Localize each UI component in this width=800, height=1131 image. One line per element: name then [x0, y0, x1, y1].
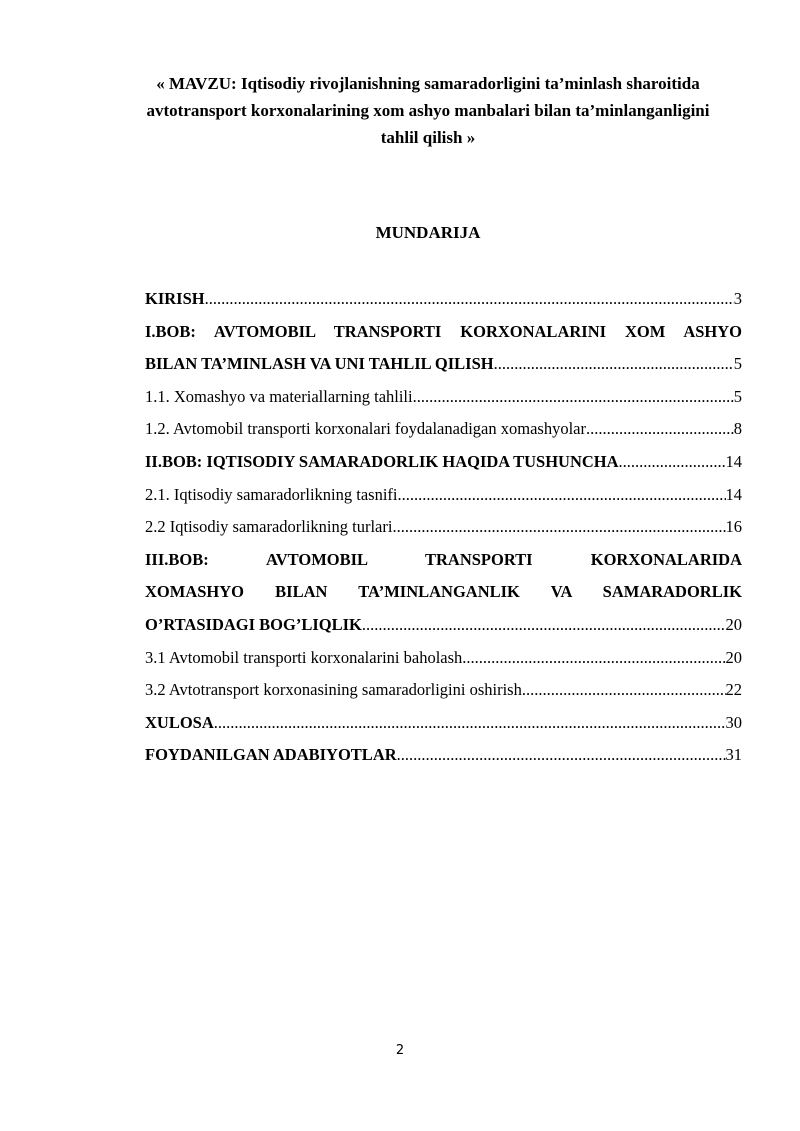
toc-entry-text: 2.2 Iqtisodiy samaradorlikning turlari [145, 517, 393, 537]
toc-page-number: 8 [733, 419, 742, 439]
toc-entry-2-2[interactable] [145, 511, 742, 544]
toc-entry-text: XULOSA [145, 712, 214, 732]
toc-entry-bob2[interactable] [145, 446, 742, 479]
toc-page-number: 30 [725, 712, 742, 732]
toc-leader-dots [214, 707, 726, 740]
toc-entry-text: I.BOB: AVTOMOBIL TRANSPORTI KORXONALARINI XOM ASHYO [145, 321, 742, 341]
toc-entry-kirish[interactable] [145, 283, 742, 316]
page-number: 2 [395, 1043, 405, 1058]
toc-entry-text: 3.2 Avtotransport korxonasining samaradorligini oshirish [145, 680, 522, 700]
toc-entry-text: KIRISH [145, 289, 205, 308]
toc-entry-text: XOMASHYO BILAN TA’MINLANGANLIK VA SAMARADORLIK [145, 582, 742, 602]
title-line-2: avtotransport korxonalarining xom ashyo manbalari bilan ta’minlanganligini [146, 101, 710, 120]
toc-leader-dots [586, 413, 734, 446]
toc-leader-dots [362, 609, 726, 642]
toc-page-number: 16 [725, 517, 742, 537]
toc-page-number: 20 [725, 614, 742, 634]
toc-leader-dots [522, 674, 726, 707]
toc-leader-dots [392, 511, 725, 544]
toc-page-number: 20 [725, 647, 742, 667]
toc-leader-dots [205, 283, 734, 316]
toc-page-number: 22 [725, 680, 742, 700]
toc-entry-adabiyotlar[interactable] [145, 739, 742, 772]
toc-page-number: 5 [733, 386, 742, 406]
toc-page-number: 14 [725, 484, 742, 504]
toc-page-number: 5 [733, 354, 742, 374]
toc-entry-1-1[interactable] [145, 381, 742, 414]
toc-leader-dots [397, 739, 726, 772]
toc-entry-text: BILAN TA’MINLASH VA UNI TAHLIL QILISH [145, 354, 494, 374]
title-line-3: tahlil qilish » [380, 128, 476, 147]
toc-entry-3-2[interactable] [145, 674, 742, 707]
toc-page-number: 14 [725, 451, 742, 471]
toc-entry-text: II.BOB: IQTISODIY SAMARADORLIK HAQIDA TUSHUNCHA [145, 451, 619, 471]
document-title [100, 70, 756, 151]
toc-page-number: 31 [725, 745, 742, 765]
toc-entry-bob3[interactable] [145, 544, 742, 642]
toc-entry-text: 1.2. Avtomobil transporti korxonalari foydalanadigan xomashyolar [145, 419, 586, 439]
toc-leader-dots [619, 446, 726, 479]
toc-heading: MUNDARIJA [375, 223, 481, 242]
toc-leader-dots [398, 479, 726, 512]
toc-entry-text: FOYDANILGAN ADABIYOTLAR [145, 745, 397, 765]
toc-entry-text: 2.1. Iqtisodiy samaradorlikning tasnifi [145, 484, 398, 504]
toc-page-number: 3 [733, 289, 742, 308]
toc-entry-text: 1.1. Xomashyo va materiallarning tahlili [145, 386, 413, 406]
toc-entry-text: III.BOB: AVTOMOBIL TRANSPORTI KORXONALARIDA [145, 549, 742, 569]
toc-entry-3-1[interactable] [145, 642, 742, 675]
toc-entry-text: O’RTASIDAGI BOG’LIQLIK [145, 614, 362, 634]
toc-leader-dots [413, 381, 734, 414]
toc-entry-bob1[interactable] [145, 316, 742, 381]
toc-entry-1-2[interactable] [145, 413, 742, 446]
toc-entry-2-1[interactable] [145, 479, 742, 512]
table-of-contents [145, 283, 742, 772]
toc-entry-xulosa[interactable] [145, 707, 742, 740]
toc-entry-text: 3.1 Avtomobil transporti korxonalarini baholash [145, 647, 463, 667]
title-line-1: « MAVZU: Iqtisodiy rivojlanishning samaradorligini ta’minlash sharoitida [156, 74, 700, 93]
toc-leader-dots [462, 642, 725, 675]
toc-leader-dots [494, 348, 734, 381]
